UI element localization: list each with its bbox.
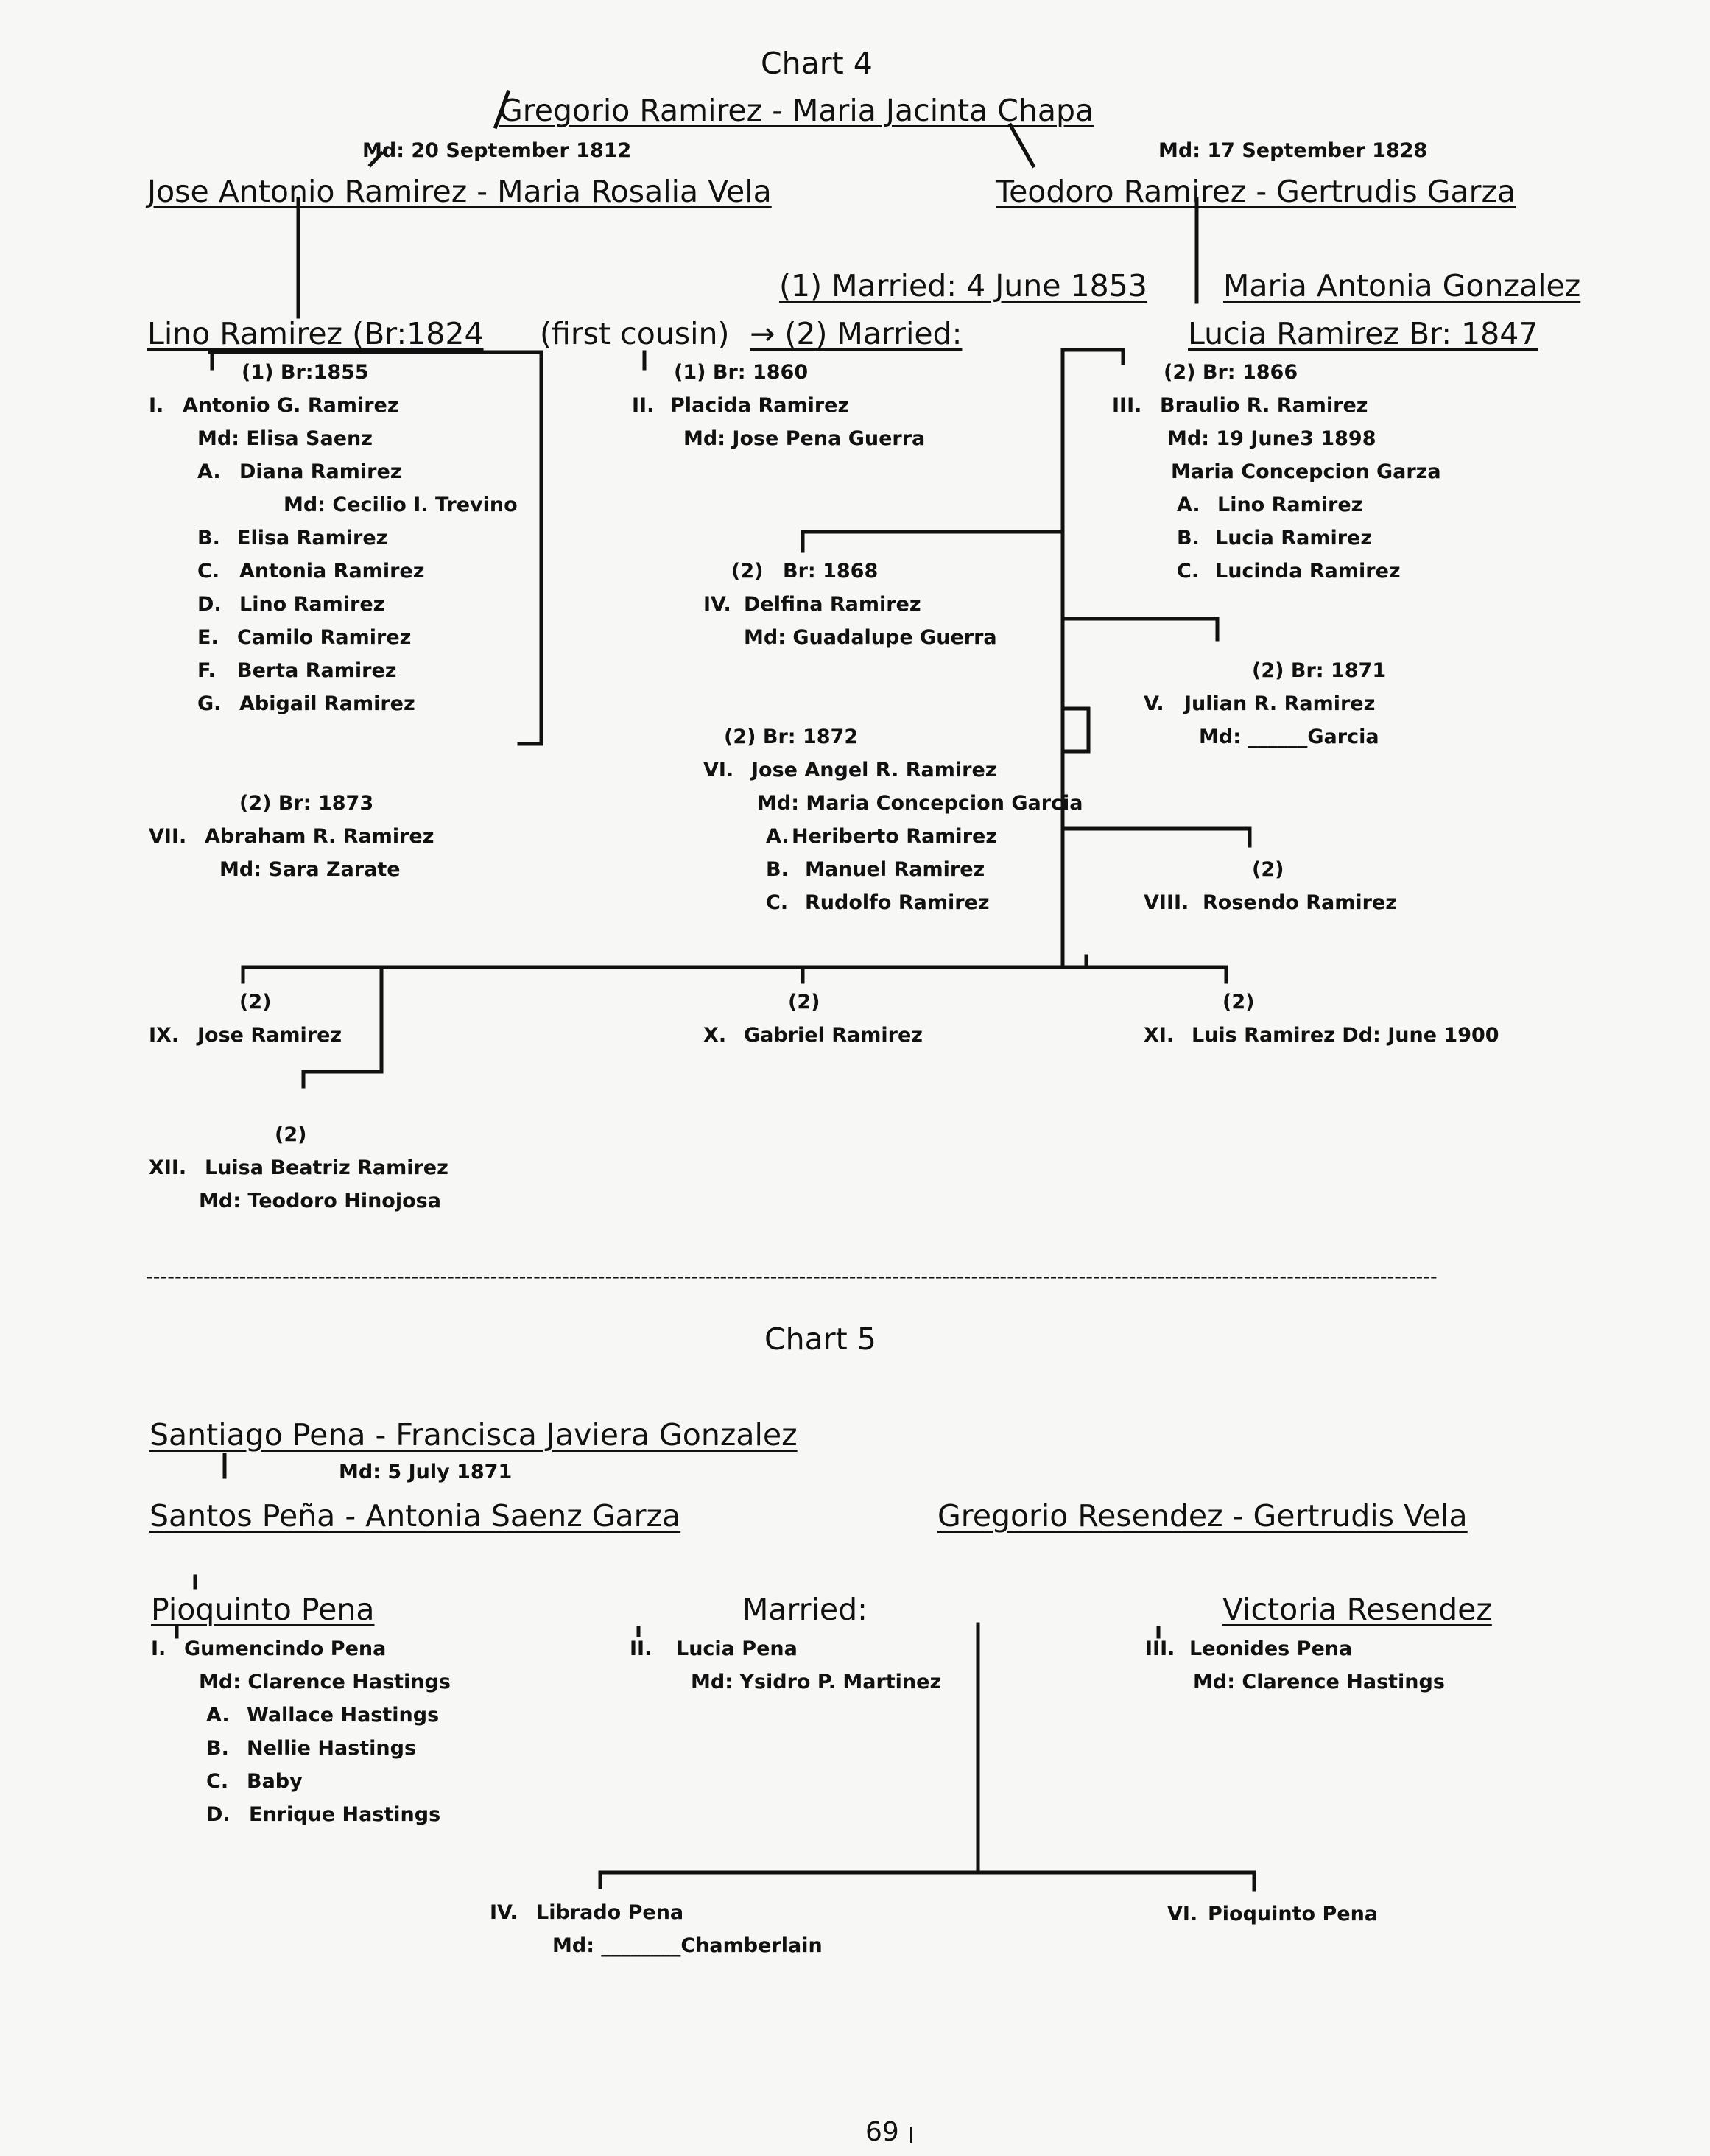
child-i-num: I. [149,394,164,417]
grandchild-letter: A. [197,460,221,483]
child-iv-birth-mark: (2) [731,560,764,583]
grandchild-name: Abigail Ramirez [239,692,415,715]
c5-child-i-num: I. [151,1637,166,1660]
c5-child-ii-num: II. [630,1637,652,1660]
child-iii-name: Braulio R. Ramirez [1160,394,1368,417]
grandchild-letter: B. [197,527,220,549]
child-xi-name: Luis Ramirez Dd: June 1900 [1192,1024,1499,1047]
child-i-birth-mark: (1) Br:1855 [242,361,369,384]
grandchild-name: Antonia Ramirez [239,560,425,583]
grandchild-letter: D. [197,593,222,616]
c5-grandchild-letter: A. [206,1704,230,1727]
right-marriage-date: Md: 17 September 1828 [1158,139,1428,162]
child-xi-birth-mark: (2) [1222,991,1255,1014]
grandchild-letter: A. [1177,494,1200,516]
child-i-name: Antonio G. Ramirez [183,394,399,417]
grandchild-letter: C. [766,891,789,914]
child-ii-birth-mark: (1) Br: 1860 [674,361,809,384]
child-vi-name: Jose Angel R. Ramirez [751,759,997,782]
c5-grandchild-name: Nellie Hastings [247,1737,417,1760]
child-vi-num: VI. [703,759,734,782]
left-marriage-date: Md: 20 September 1812 [362,139,632,162]
grandchild-name: Lucia Ramirez [1215,527,1373,549]
child-vii-num: VII. [149,825,187,848]
c5-child-i-spouse: Md: Clarence Hastings [199,1671,451,1693]
c5-grandchild-name: Enrique Hastings [249,1803,441,1826]
child-ix-num: IX. [149,1024,180,1047]
child-v-birth-mark: (2) Br: 1871 [1252,659,1387,682]
child-viii-birth-mark: (2) [1252,858,1284,881]
child-viii-name: Rosendo Ramirez [1203,891,1397,914]
child-iii-marriage-date: Md: 19 June3 1898 [1167,427,1376,450]
child-xii-spouse: Md: Teodoro Hinojosa [199,1190,441,1212]
child-ix-name: Jose Ramirez [197,1024,342,1047]
child-iv-name: Delfina Ramirez [744,593,921,616]
grandchild-letter: E. [197,626,219,649]
c5-grandchild-letter: D. [206,1803,231,1826]
married-label: Married: [742,1592,868,1627]
child-i-spouse: Md: Elisa Saenz [197,427,373,450]
c5-child-iii-name: Leonides Pena [1189,1637,1353,1660]
child-xii-num: XII. [149,1156,187,1179]
grandchild-name: Lino Ramirez [239,593,385,616]
c5-grandchild-letter: C. [206,1770,229,1793]
c5-child-iii-spouse: Md: Clarence Hastings [1193,1671,1445,1693]
child-viii-num: VIII. [1144,891,1189,914]
c5-child-iv-num: IV. [490,1901,518,1924]
chart-separator: ------------------------------------------------------------------------------------------------------------------------------------------------------------------------------------ [146,1267,1438,1287]
c5-child-i-name: Gumencindo Pena [184,1637,387,1660]
second-wife: Lucia Ramirez Br: 1847 [1188,316,1538,351]
c5-child-ii-spouse: Md: Ysidro P. Martinez [691,1671,942,1693]
right-couple-ramirez-garza: Teodoro Ramirez - Gertrudis Garza [996,174,1516,209]
child-iii-spouse: Maria Concepcion Garza [1171,460,1441,483]
c5-grandchild-name: Baby [247,1770,303,1793]
right-couple-resendez-vela: Gregorio Resendez - Gertrudis Vela [937,1498,1468,1534]
grandchild-letter: A. [766,825,789,848]
child-vii-name: Abraham R. Ramirez [205,825,434,848]
grandchild-name: Elisa Ramirez [237,527,388,549]
child-v-spouse: Md: ______Garcia [1199,726,1379,748]
c5-child-ii-name: Lucia Pena [676,1637,798,1660]
grandchild-name: Lino Ramirez [1217,494,1363,516]
c5-child-iv-name: Librado Pena [536,1901,684,1924]
grandchild-name: Diana Ramirez [239,460,402,483]
husband-pioquinto: Pioquinto Pena [151,1592,375,1627]
grandchild-letter: C. [197,560,220,583]
child-ii-num: II. [632,394,655,417]
c5-grandchild-name: Wallace Hastings [247,1704,440,1727]
grandchild-letter: F. [197,659,216,682]
wife-victoria: Victoria Resendez [1222,1592,1492,1627]
child-v-num: V. [1144,692,1164,715]
grandchild-letter: B. [766,858,789,881]
first-cousin-note: (first cousin) [540,316,730,351]
child-x-birth-mark: (2) [788,991,820,1014]
child-v-name: Julian R. Ramirez [1184,692,1376,715]
c5-child-iv-spouse: Md: ________Chamberlain [552,1934,823,1957]
child-vi-spouse: Md: Maria Concepcion Garcia [757,792,1083,815]
child-iv-spouse: Md: Guadalupe Guerra [744,626,997,649]
left-couple-ramirez-vela: Jose Antonio Ramirez - Maria Rosalia Vela [147,174,772,209]
top-couple-pena-gonzalez: Santiago Pena - Francisca Javiera Gonzalez [149,1417,798,1453]
grandchild-spouse: Md: Cecilio I. Trevino [284,494,518,516]
child-ii-spouse: Md: Jose Pena Guerra [683,427,926,450]
child-x-num: X. [703,1024,727,1047]
second-marriage: → (2) Married: [750,316,963,351]
grandchild-name: Manuel Ramirez [805,858,985,881]
grandchild-letter: B. [1177,527,1200,549]
child-x-name: Gabriel Ramirez [744,1024,923,1047]
child-ii-name: Placida Ramirez [670,394,850,417]
page-number: 69 [865,2117,899,2147]
child-vii-spouse: Md: Sara Zarate [219,858,401,881]
child-iii-birth-mark: (2) Br: 1866 [1164,361,1298,384]
first-marriage: (1) Married: 4 June 1853 [779,268,1147,303]
c5-child-vi-num: VI. [1167,1903,1198,1925]
c5-child-vi-name: Pioquinto Pena [1208,1903,1379,1925]
child-iv-birth: Br: 1868 [783,560,879,583]
child-vi-birth-mark: (2) Br: 1872 [724,726,859,748]
child-xii-name: Luisa Beatriz Ramirez [205,1156,448,1179]
left-couple-pena-garza: Santos Peña - Antonia Saenz Garza [149,1498,681,1534]
grandchild-letter: G. [197,692,222,715]
child-vii-birth-mark: (2) Br: 1873 [239,792,374,815]
chart-5-marriage-date: Md: 5 July 1871 [339,1461,513,1483]
grandchild-name: Lucinda Ramirez [1215,560,1401,583]
c5-child-iii-num: III. [1145,1637,1175,1660]
grandchild-name: Heriberto Ramirez [792,825,998,848]
c5-grandchild-letter: B. [206,1737,229,1760]
chart-5-title: Chart 5 [764,1321,876,1357]
chart-4-title: Chart 4 [761,46,873,81]
lino-ramirez: Lino Ramirez (Br:1824 [147,316,484,351]
grandchild-name: Camilo Ramirez [237,626,412,649]
child-iv-num: IV. [703,593,731,616]
child-ix-birth-mark: (2) [239,991,272,1014]
child-xii-birth-mark: (2) [275,1123,307,1146]
top-couple-ramirez-chapa: Gregorio Ramirez - Maria Jacinta Chapa [499,93,1094,128]
child-xi-num: XI. [1144,1024,1175,1047]
child-iii-num: III. [1112,394,1142,417]
grandchild-name: Berta Ramirez [237,659,397,682]
first-wife: Maria Antonia Gonzalez [1223,268,1581,303]
grandchild-name: Rudolfo Ramirez [805,891,990,914]
grandchild-letter: C. [1177,560,1200,583]
